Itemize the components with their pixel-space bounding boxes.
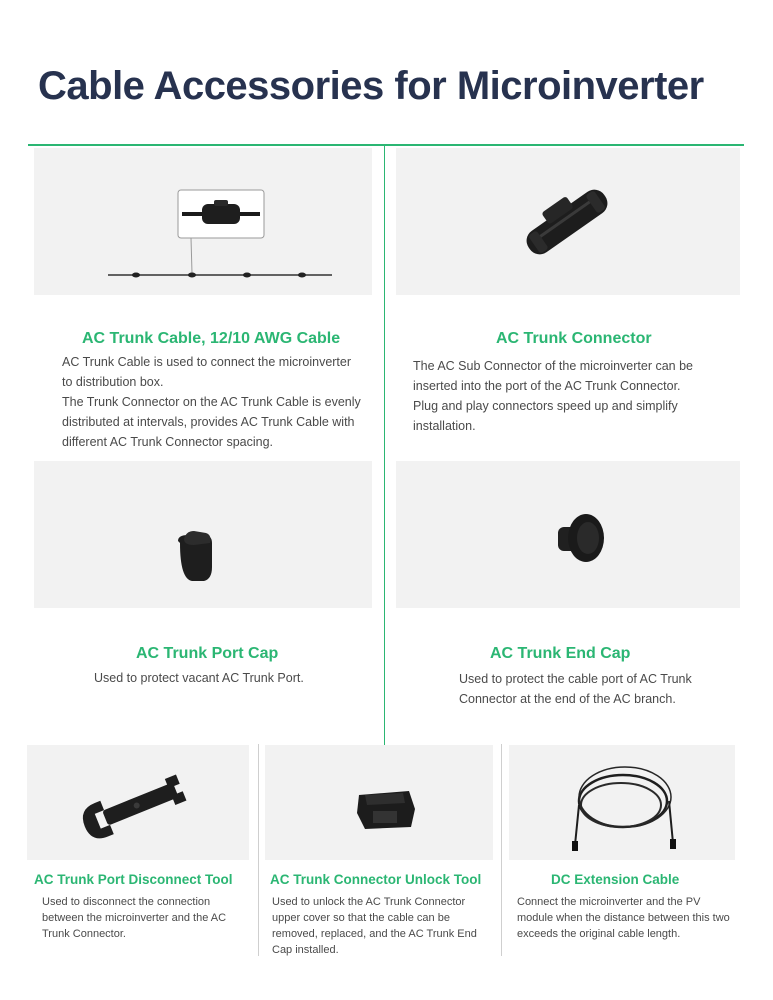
card-description [42, 894, 247, 942]
card-title: AC Trunk Connector Unlock Tool [270, 872, 482, 887]
trunk-connector-photo-icon [396, 148, 740, 295]
description-line: Used to protect vacant AC Trunk Port. [94, 671, 304, 685]
port-cap-photo-icon [34, 461, 372, 608]
card-description [272, 894, 494, 958]
description-line: Used to protect the cable port of AC Trunk Connector at the end of the AC branch. [459, 672, 692, 706]
description-line: Used to disconnect the connection between the microinverter and the AC Trunk Connector. [42, 896, 227, 940]
column-divider [501, 744, 502, 956]
description-line: The AC Sub Connector of the microinverter can be inserted into the port of the AC Trunk Connector. [413, 359, 694, 393]
trunk-cable-image [34, 148, 372, 295]
card-description [459, 669, 699, 709]
description-line: Connect the microinverter and the PV module when the distance between this two exceeds the original cable length. [517, 896, 730, 940]
title-divider [28, 144, 744, 146]
card-description [62, 352, 362, 452]
port-cap-image [34, 461, 372, 608]
unlock-tool-photo-icon [265, 745, 493, 860]
card-title: AC Trunk Cable, 12/10 AWG Cable [82, 330, 341, 347]
description-line: AC Trunk Cable is used to connect the microinverter to distribution box. [62, 355, 352, 389]
dc-cable-image [509, 745, 735, 860]
center-divider [384, 146, 385, 746]
page-title: Cable Accessories for Microinverter [38, 64, 704, 108]
card-title: AC Trunk Connector [496, 330, 652, 347]
dc-cable-photo-icon [509, 745, 735, 860]
card-title: AC Trunk Port Disconnect Tool [34, 872, 233, 887]
card-title: DC Extension Cable [551, 872, 680, 887]
description-line: The Trunk Connector on the AC Trunk Cable is evenly distributed at intervals, provides AC Trunk Cable with different AC Trunk Connector spacing. [62, 395, 361, 449]
card-description [413, 356, 733, 436]
unlock-tool-image [265, 745, 493, 860]
trunk-cable-illustration-icon [34, 148, 372, 295]
end-cap-image [396, 461, 740, 608]
trunk-connector-image [396, 148, 740, 295]
disconnect-tool-image [27, 745, 249, 860]
card-description [94, 668, 354, 688]
card-title: AC Trunk Port Cap [136, 645, 279, 662]
disconnect-tool-photo-icon [27, 745, 249, 860]
card-description [517, 894, 737, 942]
description-line: Plug and play connectors speed up and simplify installation. [413, 399, 678, 433]
card-title: AC Trunk End Cap [490, 645, 631, 662]
column-divider [258, 744, 259, 956]
end-cap-photo-icon [396, 461, 740, 608]
description-line: Used to unlock the AC Trunk Connector upper cover so that the cable can be removed, replaced, and the AC Trunk End Cap installed. [272, 896, 477, 956]
